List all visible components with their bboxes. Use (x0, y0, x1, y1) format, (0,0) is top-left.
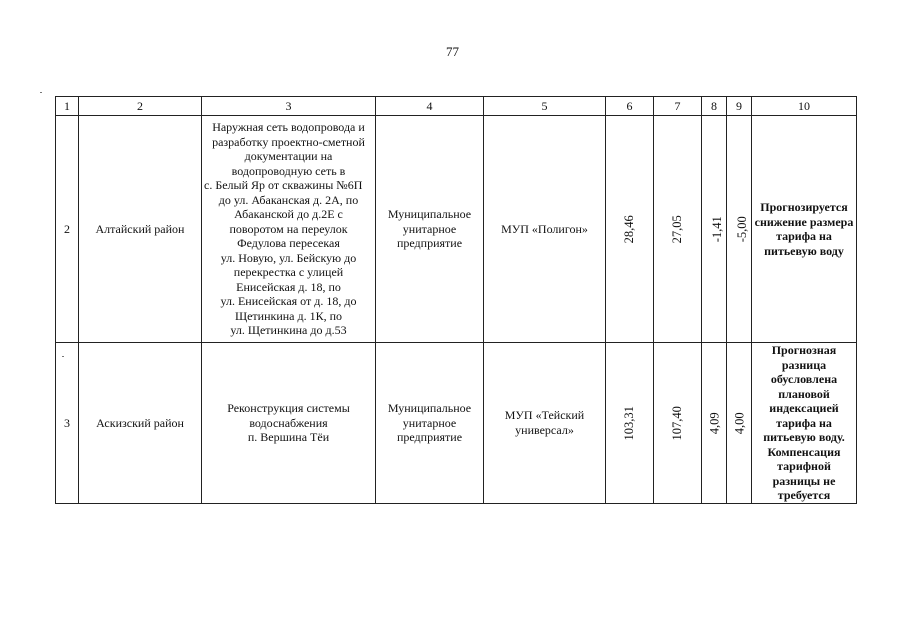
project-line: п. Вершина Тёи (247, 430, 330, 444)
note-cell: Прогнозная разница обусловлена плановой индексацией тарифа на питьевую воду. Компенсация тарифной разницы не требуется (752, 343, 857, 504)
organization-cell: МУП «Полигон» (484, 116, 606, 343)
value-8: -1,41 (709, 215, 724, 243)
value-9: 4,00 (732, 411, 747, 434)
owner-type-cell: Муниципальное унитарное предприятие (376, 116, 484, 343)
project-line: до ул. Абаканская д. 2А, по (218, 192, 359, 207)
value-6: 28,46 (622, 214, 637, 244)
header-cell: 10 (752, 97, 857, 116)
header-cell: 1 (56, 97, 79, 116)
district-cell: Алтайский район (79, 116, 202, 343)
project-line: водопроводную сеть в (231, 163, 346, 178)
scan-mark (40, 92, 42, 93)
header-cell: 2 (79, 97, 202, 116)
row-number-cell: 3 (56, 343, 79, 504)
header-cell: 3 (202, 97, 376, 116)
value-cell-8 (702, 343, 727, 504)
value-cell-7 (654, 343, 702, 504)
data-table (55, 96, 857, 504)
value-cell-9 (727, 116, 752, 343)
project-line: ул. Енисейская от д. 18, до (220, 294, 357, 309)
project-line: перекрестка с улицей (233, 265, 344, 280)
project-line: ул. Новую, ул. Бейскую до (220, 250, 357, 265)
header-cell: 4 (376, 97, 484, 116)
value-7: 107,40 (670, 405, 685, 440)
scan-mark (62, 356, 64, 357)
row-number-cell: 2 (56, 116, 79, 343)
page-number: 77 (446, 44, 459, 59)
value-cell-7 (654, 116, 702, 343)
header-cell: 7 (654, 97, 702, 116)
header-cell: 8 (702, 97, 727, 116)
project-line: с. Белый Яр от скважины №6П (204, 178, 363, 193)
value-cell-8 (702, 116, 727, 343)
note-cell: Прогнозируется снижение размера тарифа на питьевую воду (752, 116, 857, 343)
value-8: 4,09 (707, 411, 722, 434)
project-line: Федулова пересекая (237, 236, 340, 251)
header-cell: 5 (484, 97, 606, 116)
value-cell-9 (727, 343, 752, 504)
project-line: водоснабжения (249, 415, 328, 430)
value-6: 103,31 (622, 405, 637, 440)
value-7: 27,05 (670, 214, 685, 244)
project-line: Реконструкция системы (227, 401, 350, 415)
header-cell: 9 (727, 97, 752, 116)
value-cell-6 (606, 343, 654, 504)
project-line: поворотом на переулок (229, 221, 348, 236)
table-row (56, 116, 857, 343)
district-cell: Аскизский район (79, 343, 202, 504)
project-line: ул. Щетинкина до д.53 (230, 323, 347, 338)
project-line: Щетинкина д. 1К, по (234, 308, 343, 323)
table-row (56, 343, 857, 504)
owner-type-cell: Муниципальное унитарное предприятие (376, 343, 484, 504)
project-line: разработку проектно-сметной (212, 134, 365, 149)
project-cell (202, 116, 376, 343)
project-cell (202, 343, 376, 504)
project-line: документации на (244, 149, 333, 164)
value-9: -5,00 (734, 215, 749, 243)
value-cell-6 (606, 116, 654, 343)
organization-cell: МУП «Тейский универсал» (484, 343, 606, 504)
header-cell: 6 (606, 97, 654, 116)
project-line: Енисейская д. 18, по (236, 279, 341, 294)
table-header-row (56, 97, 857, 116)
project-line: Абаканской до д.2Е с (234, 207, 343, 222)
project-line: Наружная сеть водопровода и (212, 120, 365, 135)
